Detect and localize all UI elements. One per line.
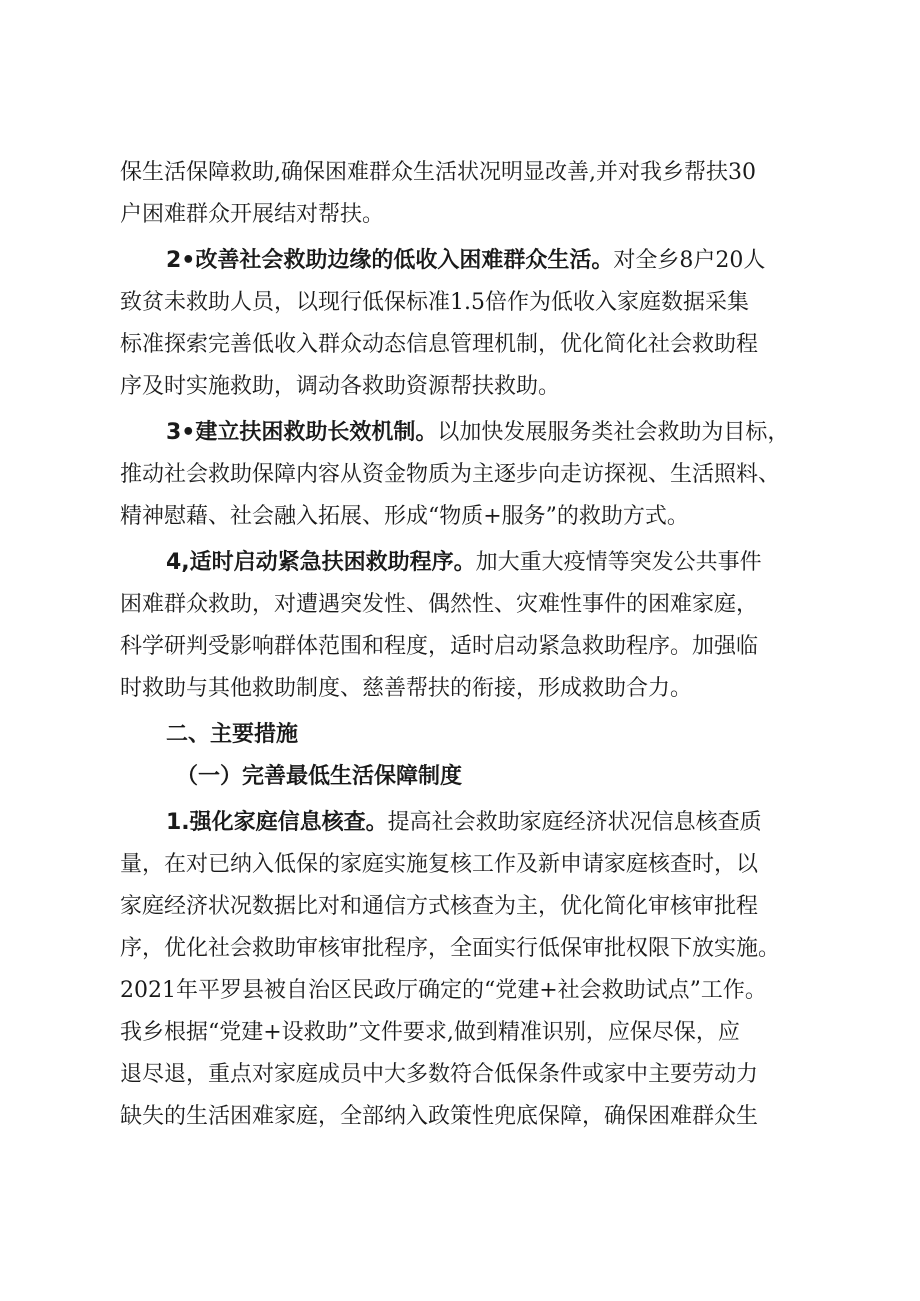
section-heading: 二、主要措施: [166, 722, 299, 747]
paragraph-line: 序，优化社会救助审核审批程序，全面实行低保审批权限下放实施。: [120, 936, 781, 961]
paragraph-line: 家庭经济状况数据比对和通信方式核查为主，优化简化审核审批程: [120, 894, 759, 919]
paragraph-line: 推动社会救助保障内容从资金物质为主逐步向走访探视、生活照料、: [120, 462, 781, 487]
item-text: 对全乡8户20人: [613, 248, 766, 273]
subsection-heading: （一）完善最低生活保障制度: [176, 764, 463, 789]
paragraph-line: 精神慰藉、社会融入拓展、形成“物质+服务”的救助方式。: [120, 504, 689, 529]
paragraph-line: 时救助与其他救助制度、慈善帮扶的衔接，形成救助合力。: [120, 676, 693, 701]
paragraph-line: 困难群众救助，对遭遇突发性、偶然性、灾难性事件的困难家庭，: [120, 592, 759, 617]
paragraph-line: [166, 246, 765, 276]
item-heading: 4,适时启动紧急扶困救助程序。: [166, 550, 476, 575]
paragraph-line: 户困难群众开展结对帮扶。: [120, 202, 385, 227]
paragraph-line: 序及时实施救助，调动各救助资源帮扶救助。: [120, 374, 561, 399]
paragraph-line: [166, 418, 789, 448]
paragraph-line: 标准探索完善低收入群众动态信息管理机制，优化简化社会救助程: [120, 332, 759, 357]
item-text: 提高社会救助家庭经济状况信息核查质: [387, 810, 762, 835]
paragraph-line: 退尽退，重点对家庭成员中大多数符合低保条件或家中主要劳动力: [120, 1062, 759, 1087]
paragraph-line: 量，在对已纳入低保的家庭实施复核工作及新申请家庭核查时，以: [120, 852, 759, 877]
paragraph-line: 保生活保障救助,确保困难群众生活状况明显改善,并对我乡帮扶30: [120, 160, 756, 185]
paragraph-line: 缺失的生活困难家庭，全部纳入政策性兜底保障，确保困难群众生: [120, 1104, 759, 1129]
item-heading: 2•改善社会救助边缘的低收入困难群众生活。: [166, 248, 614, 273]
paragraph-line: [166, 808, 762, 838]
paragraph-line: 2021年平罗县被自治区民政厅确定的“党建+社会救助试点”工作。: [120, 978, 767, 1003]
paragraph-line: 致贫未救助人员，以现行低保标准1.5倍作为低收入家庭数据采集: [120, 290, 749, 315]
paragraph-line: 我乡根据“党建+设救助”文件要求,做到精准识别，应保尽保，应: [120, 1020, 740, 1045]
item-heading: 1.强化家庭信息核查。: [166, 810, 388, 835]
paragraph-line: 科学研判受影响群体范围和程度，适时启动紧急救助程序。加强临: [120, 634, 759, 659]
item-heading: 3•建立扶困救助长效机制。: [166, 420, 438, 445]
item-text: 加大重大疫情等突发公共事件: [475, 550, 762, 575]
paragraph-line: [166, 548, 762, 578]
item-text: 以加快发展服务类社会救助为目标，: [437, 420, 790, 445]
